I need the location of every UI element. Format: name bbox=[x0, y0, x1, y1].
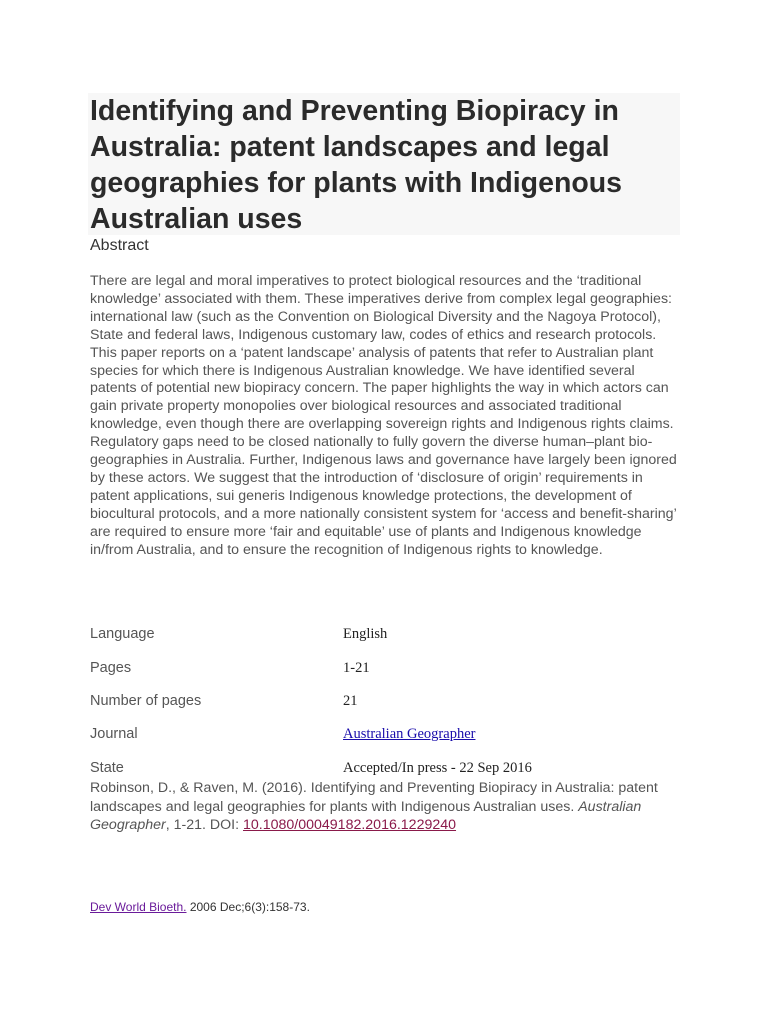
meta-row-number-of-pages bbox=[90, 693, 690, 713]
meta-row-language bbox=[90, 626, 690, 646]
meta-label: State bbox=[90, 760, 124, 776]
meta-value: 1-21 bbox=[343, 660, 370, 676]
citation-pages: , 1-21. DOI: bbox=[165, 817, 243, 833]
abstract-heading: Abstract bbox=[90, 237, 149, 254]
meta-row-journal bbox=[90, 726, 690, 746]
journal-link[interactable]: Australian Geographer bbox=[343, 726, 476, 742]
meta-label: Pages bbox=[90, 660, 132, 676]
abstract-body: There are legal and moral imperatives to protect biological resources and the ‘traditional knowledge’ associated with them. These imperatives derive from complex legal geographies: international law (such as the Convention on Biological Diversity and the Nagoya Protocol), State and federal laws, Indigenous customary law, codes of ethics and research protocols. This paper reports on a ‘patent landscape’ analysis of patents that refer to Australian plant species for which there is Indigenous Australian knowledge. We have identified several patents of potential new biopiracy concern. The paper highlights the way in which actors can gain private property monopolies over biological resources and associated traditional knowledge, even though there are overlapping sovereign rights and Indigenous rights claims. Regulatory gaps need to be closed nationally to fully govern the diverse human–plant bio-geographies in Australia. Further, Indigenous laws and governance have largely been ignored by these actors. We suggest that the introduction of ‘disclosure of origin’ requirements in patent applications, sui generis Indigenous knowledge protections, the development of biocultural protocols, and a more nationally consistent system for ‘access and benefit-sharing’ are required to ensure more ‘fair and equitable’ use of plants and Indigenous knowledge in/from Australia, and to ensure the recognition of Indigenous rights to knowledge. bbox=[90, 273, 677, 558]
doi-link[interactable]: 10.1080/00049182.2016.1229240 bbox=[243, 817, 457, 833]
article-title: Identifying and Preventing Biopiracy in Australia: patent landscapes and legal geographies for plants with Indigenous Australian uses bbox=[90, 95, 623, 235]
title-block bbox=[88, 93, 680, 235]
meta-row-pages bbox=[90, 660, 690, 680]
citation-text: Robinson, D., & Raven, M. (2016). Identifying and Preventing Biopiracy in Australia: patent landscapes and legal geographies for plants with Indigenous Australian uses. bbox=[90, 780, 658, 815]
meta-value: 21 bbox=[343, 693, 358, 709]
meta-label: Number of pages bbox=[90, 693, 202, 709]
citation-journal: Australian Geographer bbox=[90, 798, 642, 833]
meta-value bbox=[343, 726, 475, 743]
meta-label: Journal bbox=[90, 726, 138, 742]
meta-value: English bbox=[343, 626, 388, 642]
footer-ref-text: 2006 Dec;6(3):158-73. bbox=[186, 900, 310, 914]
footer-reference bbox=[90, 900, 310, 914]
footer-journal-link[interactable]: Dev World Bioeth. bbox=[90, 900, 187, 914]
meta-row-state bbox=[90, 760, 690, 780]
citation bbox=[90, 779, 690, 835]
meta-label: Language bbox=[90, 626, 155, 642]
meta-value: Accepted/In press - 22 Sep 2016 bbox=[343, 760, 532, 776]
